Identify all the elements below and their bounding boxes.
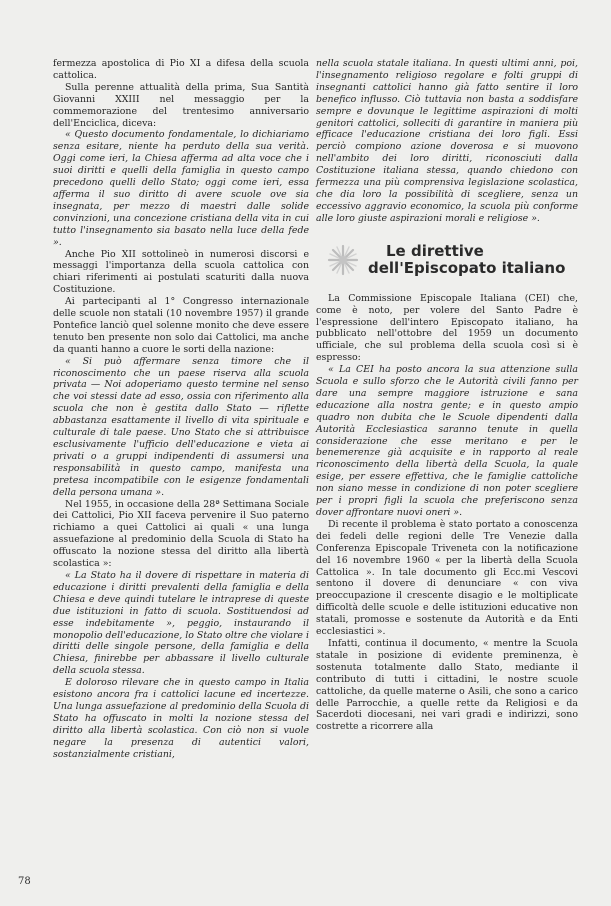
paragraph: Infatti, continua il documento, « mentre la Scuola statale in posizione di evidente preminenza, è sostenuta totalmente dallo Stato, mediante il contributo di tutti i cittadini, le nostre scuole cattoliche, da quelle materne o Asili, che sono a carico delle Parrocchie, a quelle rette da Religiosi e da Sacerdoti diocesani, nei vari gradi e indirizzi, sono costrette a ricorrere alla bbox=[316, 637, 578, 733]
quote-paragraph: « Questo documento fondamentale, lo dichiariamo senza esitare, niente ha perduto della sua verità. Oggi come ieri, la Chiesa afferma ad alta voce che i suoi diritti e quelli della famiglia in questo campo precedono quelli dello Stato; oggi come ieri, essa afferma il suo diritto di avere scuole ove sia insegnata, per mezzo di maestri dalle solide convinzioni, una concezione cristiana della vita in cui tutto l'insegnamento sia basato nella luce della fede ». bbox=[53, 129, 309, 248]
quote-paragraph: « La Stato ha il dovere di rispettare in materia di educazione i diritti prevalenti della famiglia e della Chiesa e deve quindi tutelare le intraprese di queste due istituzioni in fatto di scuola. Sostituendosi ad esse indebitamente », peggio, instaurando il monopolio dell'educazione, lo Stato oltre che violare i diritti delle singole persone, della famiglia e della Chiesa, finirebbe per abbassare il livello culturale della scuola stessa. bbox=[53, 569, 309, 677]
quote-paragraph: « La CEI ha posto ancora la sua attenzione sulla Scuola e sullo sforzo che le Autorità civili fanno per dare una sempre maggiore istruzione e sana educazione alla nostra gente; e in questo ampio quadro non dubita che le Scuole dipendenti dalla Autorità Ecclesiastica saranno tenute in quella considerazione che esse meritano e per le benemerenze già acquisite e in rapporto al reale riconoscimento della libertà della Scuola, la quale esige, per essere effettiva, che le famiglie cattoliche non siano messe in condizione di non poter scegliere per i propri figli la scuola che preferiscono senza dover affrontare nuovi oneri ». bbox=[316, 364, 578, 518]
quote-paragraph: « Si può affermare senza timore che il riconoscimento che un paese riserva alla scuola privata — Noi adoperiamo questo termine nel senso che voi stessi date ad esso, ossia con riferimento alla scuola che non è gestita dallo Stato — riflette abbastanza esattamente il livello di vita spirituale e culturale di tale paese. Uno Stato che si attribuisce esclusivamente l'ufficio dell'educazione e vieta ai privati o a gruppi indipendenti di assumersi una responsabilità in questo campo, manifesta una pretesa incompatibile con le esigenze fondamentali della persona umana ». bbox=[53, 355, 309, 498]
paragraph: Nel 1955, in occasione della 28ª Settimana Sociale dei Cattolici, Pio XII faceva pervenire il Suo paterno richiamo a quei Cattolici ai quali « una lunga assuefazione al predominio della Scuola di Stato ha offuscato la nozione stessa del diritto alla libertà scolastica »: bbox=[53, 498, 309, 570]
paragraph: Ai partecipanti al 1° Congresso internazionale delle scuole non statali (10 novembre 1957) il grande Pontefice lanciò quel solenne monito che deve essere tenuto ben presente non solo dai Cattolici, ma anche da quanti hanno a cuore le sorti della nazione: bbox=[53, 296, 309, 355]
left-column bbox=[53, 58, 309, 760]
paragraph: fermezza apostolica di Pio XI a difesa della scuola cattolica. bbox=[53, 58, 309, 81]
quote-paragraph: E doloroso rilevare che in questo campo in Italia esistono ancora fra i cattolici lacune ed incertezze. Una lunga assuefazione al predominio della Scuola di Stato ha offuscato in molti la nozione stessa del diritto alla libertà scolastica. Con ciò non si vuole negare la presenza di autentici valori, sostanzialmente cristiani, bbox=[53, 677, 309, 760]
section-heading bbox=[316, 243, 578, 277]
section-title bbox=[368, 243, 565, 277]
paragraph: Anche Pio XII sottolineò in numerosi discorsi e messaggi l'importanza della scuola cattolica con chiari riferimenti ai postulati scaturiti dalla nuova Costituzione. bbox=[53, 248, 309, 296]
star-ornament-icon bbox=[326, 243, 360, 277]
section-title-line-2: dell'Episcopato italiano bbox=[368, 258, 566, 277]
section-title-line-1: Le direttive bbox=[386, 241, 484, 260]
paragraph: La Commissione Episcopale Italiana (CEI) che, come è noto, per volere del Santo Padre è l'espressione dell'intero Episcopato italiano, ha pubblicato nell'ottobre del 1959 un documento ufficiale, che sul problema della scuola così si è espresso: bbox=[316, 292, 578, 364]
paragraph: Sulla perenne attualità della prima, Sua Santità Giovanni XXIII nel messaggio per la commemorazione del trentesimo anniversario dell'Enciclica, diceva: bbox=[53, 81, 309, 129]
page-number: 78 bbox=[18, 876, 31, 887]
quote-paragraph: nella scuola statale italiana. In questi ultimi anni, poi, l'insegnamento religioso regolare e folti gruppi di insegnanti cattolici hanno già fatto sentire il loro benefico influsso. Ciò tuttavia non basta a soddisfare sempre e dovunque le legittime aspirazioni di molti genitori cattolici, solleciti di garantire in maniera più efficace l'educazione cristiana dei loro figli. Essi perciò compiono azione doverosa e si muovono nell'ambito dei loro diritti, riconosciuti dalla Costituzione italiana stessa, quando chiedono con fermezza una più comprensiva legislazione scolastica, che dia loro la possibilità di scegliere, senza un eccessivo aggravio economico, la scuola più conforme alle loro giuste aspirazioni morali e religiose ». bbox=[316, 58, 578, 224]
right-column bbox=[316, 58, 578, 733]
paragraph: Di recente il problema è stato portato a conoscenza dei fedeli delle regioni delle Tre Venezie dalla Conferenza Episcopale Triveneta con la notificazione del 16 novembre 1960 « per la libertà della Scuola Cattolica ». In tale documento gli Ecc.mi Vescovi sentono il dovere di denunciare « con viva preoccupazione il crescente disagio e le moltiplicate difficoltà delle scuole e delle istituzioni educative non statali, promosse e sostenute da Autorità e da Enti ecclesiastici ». bbox=[316, 518, 578, 638]
